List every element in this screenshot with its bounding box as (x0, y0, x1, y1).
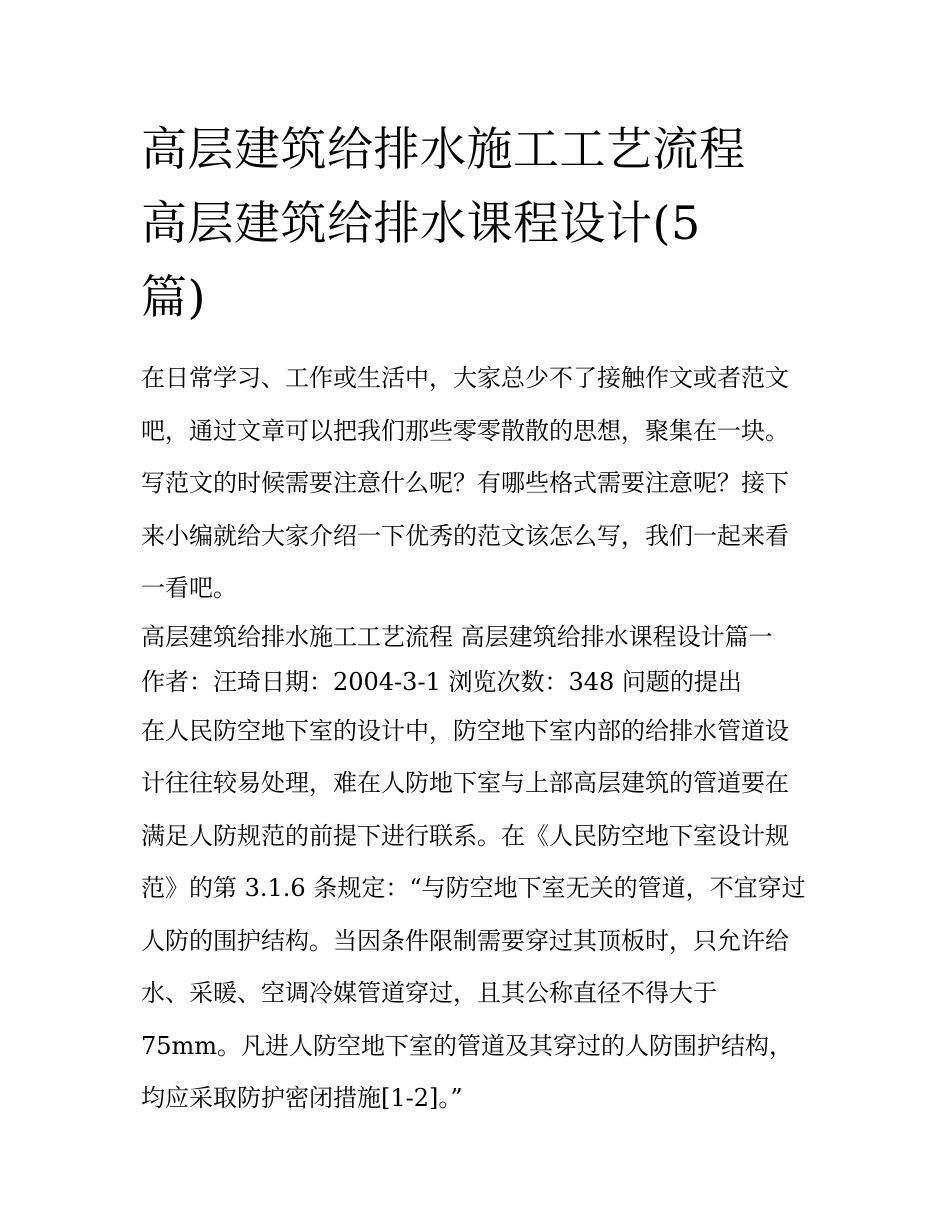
body-line: 在人民防空地下室的设计中，防空地下室内部的给排水管道设 (141, 716, 789, 745)
body-line: 75mm。凡进人防空地下室的管道及其穿过的人防围护结构， (141, 1031, 794, 1060)
body-line: 均应采取防护密闭措施[1-2]。” (141, 1084, 463, 1112)
intro-line: 在日常学习、工作或生活中，大家总少不了接触作文或者范文 (141, 364, 789, 392)
article-title: 高层建筑给排水施工工艺流程 高层建筑给排水课程设计篇一 (141, 622, 773, 651)
intro-line: 来小编就给大家介绍一下优秀的范文该怎么写，我们一起来看 (141, 521, 789, 550)
title-line: 高层建筑给排水施工工艺流程 (141, 122, 746, 176)
body-line: 满足人防规范的前提下进行联系。在《人民防空地下室设计规 (141, 821, 789, 850)
intro-paragraph (141, 352, 821, 615)
article-meta: 作者：汪琦日期：2004-3-1 浏览次数：348 问题的提出 (141, 667, 742, 696)
title-line: 高层建筑给排水课程设计(5 (141, 196, 701, 250)
body-paragraph (141, 705, 821, 1125)
intro-line: 写范文的时候需要注意什么呢？有哪些格式需要注意呢？接下 (141, 469, 789, 497)
body-line: 水、采暖、空调冷媒管道穿过，且其公称直径不得大于 (141, 979, 717, 1007)
body-line: 范》的第 3.1.6 条规定：“与防空地下室无关的管道，不宜穿过 (141, 874, 806, 902)
document-content (141, 112, 821, 1125)
document-body (141, 352, 821, 1125)
title-line: 篇) (141, 270, 206, 324)
body-line: 计往往较易处理，难在人防地下室与上部高层建筑的管道要在 (141, 769, 789, 797)
document-title (141, 112, 821, 334)
intro-line: 吧，通过文章可以把我们那些零零散散的思想，聚集在一块。 (141, 416, 789, 445)
body-line: 人防的围护结构。当因条件限制需要穿过其顶板时，只允许给 (141, 926, 789, 955)
article-heading (141, 615, 821, 705)
intro-line: 一看吧。 (141, 574, 237, 602)
